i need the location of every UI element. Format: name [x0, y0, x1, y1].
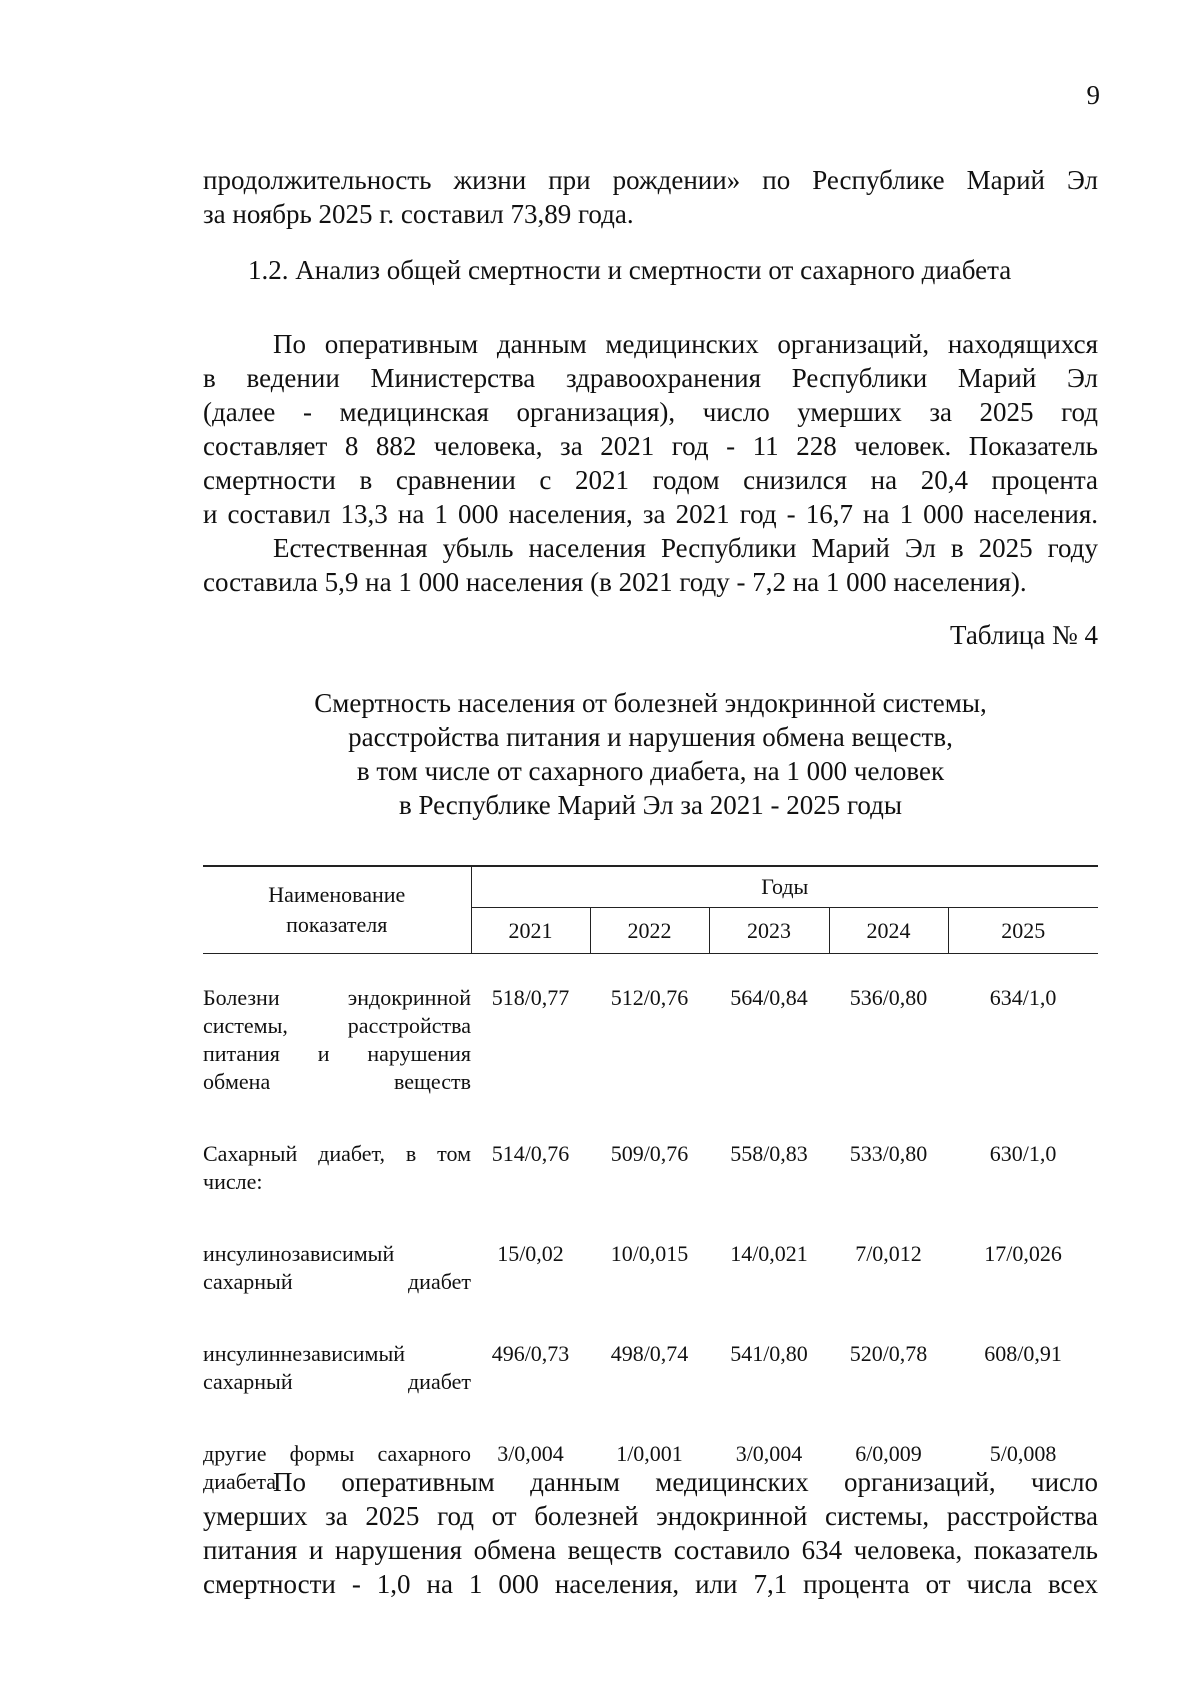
text-line: и составил 13,3 на 1 000 населения, за 2021 год - 16,7 на 1 000 населения.: [203, 499, 1098, 529]
paragraph-endocrine-deaths: [203, 1465, 1098, 1601]
column-header-year: 2023: [709, 908, 829, 954]
table-cell: 3/0,004: [735, 1441, 803, 1466]
table-row: [203, 1140, 1098, 1240]
table-cell: 536/0,80: [849, 985, 928, 1010]
table-cell: 634/1,0: [989, 985, 1057, 1010]
table-cell: 630/1,0: [989, 1141, 1057, 1166]
intro-paragraph: [203, 163, 1098, 231]
table-cell: 564/0,84: [730, 985, 808, 1010]
header-text: показателя: [286, 912, 388, 937]
paragraph-natural-decline: [203, 531, 1098, 599]
text-line: По оперативным данным медицинских организаций, находящихся: [273, 329, 1098, 359]
text-line: Естественная убыль населения Республики Марий Эл в 2025 году: [273, 533, 1098, 563]
text-line: (далее - медицинская организация), число умерших за 2025 год: [203, 397, 1098, 427]
row-name: Болезни эндокринной системы, расстройства питания и нарушения обмена веществ: [203, 985, 471, 1094]
text-line: смертности - 1,0 на 1 000 населения, или 7,1 процента от числа всех: [203, 1569, 1098, 1599]
row-name: другие формы сахарного диабета: [203, 1441, 471, 1494]
column-header-name: [203, 866, 471, 954]
text-line: питания и нарушения обмена веществ составило 634 человека, показатель: [203, 1535, 1098, 1565]
paragraph-mortality: [203, 327, 1098, 531]
column-header-years: Годы: [471, 866, 1098, 908]
text-line: По оперативным данным медицинских организаций, число: [273, 1467, 1098, 1497]
table-cell: 520/0,78: [849, 1341, 928, 1366]
table-cell: 3/0,004: [497, 1441, 564, 1466]
row-name: инсулиннезависимый сахарный диабет: [203, 1341, 471, 1394]
text-line: в ведении Министерства здравоохранения Республики Марий Эл: [203, 363, 1098, 393]
text-line: составляет 8 882 человека, за 2021 год - 11 228 человек. Показатель: [203, 431, 1098, 461]
table-cell: 541/0,80: [730, 1341, 808, 1366]
column-header-year: 2021: [471, 908, 590, 954]
table-row: [203, 984, 1098, 1140]
table-cell: 6/0,009: [855, 1441, 922, 1466]
table-title-line: Смертность населения от болезней эндокринной системы,: [314, 688, 987, 718]
table-cell: 498/0,74: [610, 1341, 689, 1366]
table-cell: 14/0,021: [730, 1241, 808, 1266]
table-cell: 10/0,015: [610, 1241, 689, 1266]
text-line: смертности в сравнении с 2021 годом снизился на 20,4 процента: [203, 465, 1098, 495]
table-cell: 533/0,80: [849, 1141, 928, 1166]
table-cell: 1/0,001: [616, 1441, 683, 1466]
text-line: составила 5,9 на 1 000 населения (в 2021 году - 7,2 на 1 000 населения).: [203, 567, 1027, 597]
table-cell: 558/0,83: [730, 1141, 808, 1166]
header-text: Наименование: [268, 882, 406, 907]
table-title-line: расстройства питания и нарушения обмена веществ,: [348, 722, 953, 752]
table-cell: 518/0,77: [491, 985, 570, 1010]
row-name: Сахарный диабет, в том числе:: [203, 1141, 471, 1194]
table-cell: 509/0,76: [610, 1141, 689, 1166]
text-line: продолжительность жизни при рождении» по Республике Марий Эл: [203, 165, 1098, 195]
text-line: умерших за 2025 год от болезней эндокринной системы, расстройства: [203, 1501, 1098, 1531]
section-heading: 1.2. Анализ общей смертности и смертности от сахарного диабета: [248, 255, 1012, 285]
table-cell: 514/0,76: [491, 1141, 570, 1166]
table-title-line: в Республике Марий Эл за 2021 - 2025 годы: [398, 790, 903, 820]
table-cell: 7/0,012: [855, 1241, 922, 1266]
table-row: [203, 1240, 1098, 1340]
table-title: [203, 686, 1098, 822]
table-cell: 512/0,76: [610, 985, 689, 1010]
text-line: за ноябрь 2025 г. составил 73,89 года.: [203, 199, 634, 229]
table-cell: 5/0,008: [989, 1441, 1057, 1466]
mortality-table: [203, 865, 1098, 1540]
table-cell: 15/0,02: [497, 1241, 564, 1266]
column-header-year: 2025: [948, 908, 1098, 954]
table-label: Таблица № 4: [950, 620, 1098, 650]
column-header-year: 2022: [590, 908, 709, 954]
column-header-year: 2024: [829, 908, 948, 954]
table-cell: 17/0,026: [984, 1241, 1062, 1266]
page-number: 9: [1086, 80, 1100, 110]
table-cell: 496/0,73: [491, 1341, 570, 1366]
table-cell: 608/0,91: [984, 1341, 1062, 1366]
row-name: инсулинозависимый сахарный диабет: [203, 1241, 471, 1294]
table-title-line: в том числе от сахарного диабета, на 1 000 человек: [356, 756, 945, 786]
table-row: [203, 1340, 1098, 1440]
